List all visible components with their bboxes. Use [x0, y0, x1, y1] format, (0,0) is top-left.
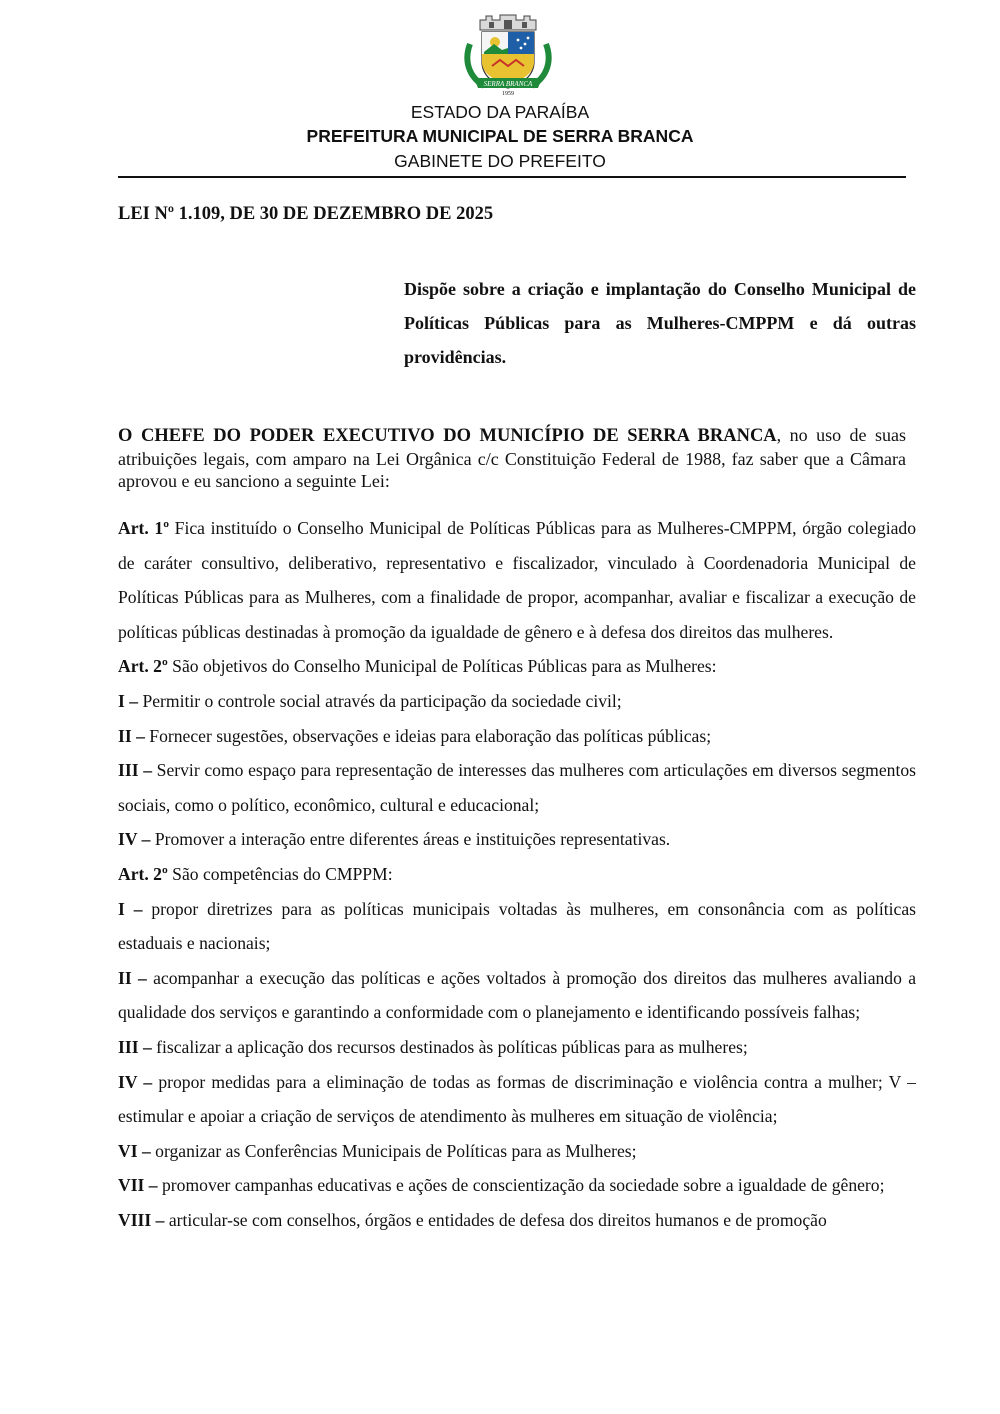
law-paragraph [118, 961, 916, 1030]
law-ementa: Dispõe sobre a criação e implantação do Conselho Municipal de Políticas Públicas para as Mulheres-CMPPM e dá outras providências. [404, 279, 916, 367]
law-paragraph [118, 822, 916, 857]
paragraph-label: VI – [118, 1140, 151, 1161]
law-paragraph [118, 857, 916, 892]
paragraph-text: organizar as Conferências Municipais de Políticas para as Mulheres; [150, 1140, 637, 1161]
paragraph-text: São objetivos do Conselho Municipal de Políticas Públicas para as Mulheres: [167, 656, 717, 677]
law-preamble [118, 424, 906, 493]
paragraph-text: articular-se com conselhos, órgãos e entidades de defesa dos direitos humanos e de promoção [164, 1209, 827, 1230]
paragraph-label: VIII – [118, 1209, 165, 1230]
paragraph-text: Servir como espaço para representação de interesses das mulheres com articulações em diversos segmentos sociais, como o político, econômico, cultural e educacional; [118, 760, 916, 815]
municipal-crest-icon [462, 14, 554, 96]
law-paragraph [118, 753, 916, 822]
law-paragraph [118, 649, 916, 684]
paragraph-text: propor medidas para a eliminação de todas as formas de discriminação e violência contra a mulher; V – estimular e apoiar a criação de serviços de atendimento às mulheres em situação de violência; [118, 1071, 916, 1127]
header-prefeitura: PREFEITURA MUNICIPAL DE SERRA BRANCA [306, 126, 694, 146]
paragraph-text: Permitir o controle social através da participação da sociedade civil; [138, 690, 622, 711]
crest-year: 1959 [502, 91, 514, 96]
paragraph-text: acompanhar a execução das políticas e ações voltados à promoção dos direitos das mulheres avaliando a qualidade dos serviços e garantindo a conformidade com o planejamento e identificando possíveis falhas; [118, 967, 917, 1023]
law-paragraph [118, 1203, 916, 1238]
paragraph-label: VII – [118, 1175, 158, 1196]
paragraph-label: IV – [118, 1071, 153, 1092]
preamble-text: , no uso de suas atribuições legais, com amparo na Lei Orgânica c/c Constituição Federal de 1988, faz saber que a Câmara aprovou e eu sanciono a seguinte Lei: [118, 425, 907, 491]
law-paragraph [118, 892, 916, 961]
law-title: LEI Nº 1.109, DE 30 DE DEZEMBRO DE 2025 [118, 204, 494, 224]
header-state: ESTADO DA PARAÍBA [410, 102, 590, 122]
paragraph-text: fiscalizar a aplicação dos recursos destinados às políticas públicas para as mulheres; [151, 1036, 748, 1057]
paragraph-label: II – [118, 725, 145, 746]
law-paragraph [118, 719, 916, 754]
paragraph-text: Fornecer sugestões, observações e ideias para elaboração das políticas públicas; [144, 725, 712, 746]
paragraph-label: Art. 2º [118, 656, 168, 677]
law-body [118, 511, 916, 1237]
law-paragraph [118, 1168, 916, 1203]
crest-ribbon-text: SERRA BRANCA [483, 80, 533, 88]
law-paragraph [118, 1030, 916, 1065]
paragraph-label: III – [118, 760, 153, 781]
header-divider [118, 176, 906, 178]
paragraph-text: São competências do CMPPM: [167, 863, 393, 884]
paragraph-label: III – [118, 1036, 152, 1057]
paragraph-text: propor diretrizes para as políticas municipais voltadas às mulheres, em consonância com as políticas estaduais e nacionais; [118, 898, 916, 954]
header-gabinete: GABINETE DO PREFEITO [394, 151, 606, 171]
paragraph-label: Art. 1º [118, 518, 170, 538]
law-paragraph [118, 684, 916, 719]
law-paragraph [118, 1065, 916, 1134]
paragraph-label: II – [118, 967, 147, 988]
paragraph-text: promover campanhas educativas e ações de conscientização da sociedade sobre a igualdade de gênero; [157, 1175, 885, 1196]
paragraph-label: I – [118, 898, 143, 919]
law-paragraph [118, 511, 916, 649]
paragraph-label: IV – [118, 829, 151, 850]
paragraph-text: Promover a interação entre diferentes áreas e instituições representativas. [150, 829, 671, 850]
paragraph-label: I – [118, 690, 139, 711]
paragraph-text: Fica instituído o Conselho Municipal de Políticas Públicas para as Mulheres-CMPPM, órgão colegiado de caráter consultivo, deliberativo, representativo e fiscalizador, vinculado à Coordenadoria Municipal de Políticas Públicas para as Mulheres, com a finalidade de propor, acompanhar, avaliar e fiscalizar a execução de políticas públicas destinadas à promoção da igualdade de gênero e à defesa dos direitos das mulheres. [118, 518, 916, 642]
law-paragraph [118, 1134, 916, 1169]
paragraph-label: Art. 2º [118, 863, 168, 884]
preamble-authority: O CHEFE DO PODER EXECUTIVO DO MUNICÍPIO DE SERRA BRANCA [118, 426, 777, 446]
